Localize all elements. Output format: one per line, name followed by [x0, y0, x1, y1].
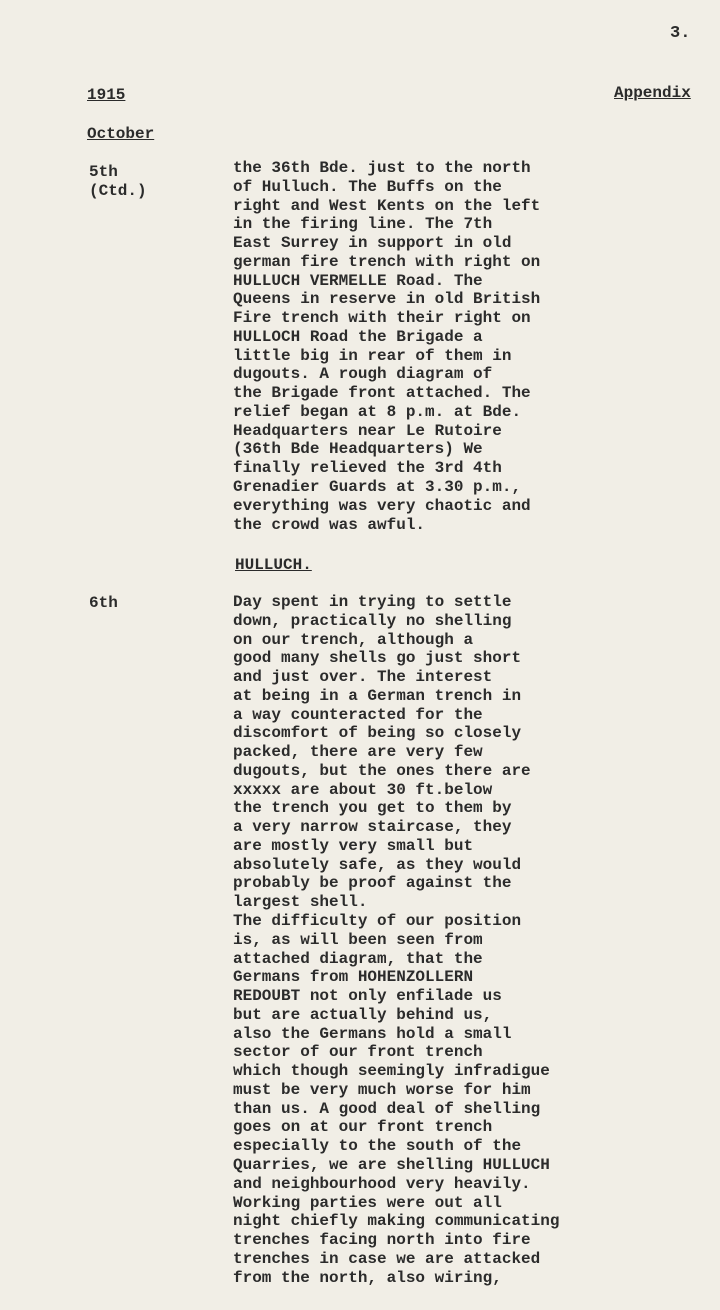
text-line: good many shells go just short [233, 649, 522, 668]
text-line: trenches facing north into fire [233, 1231, 531, 1250]
text-line: must be very much worse for him [233, 1080, 531, 1099]
text-line: especially to the south of the [233, 1137, 522, 1156]
entry-text [233, 593, 559, 1287]
text-line: dugouts. A rough diagram of [233, 365, 493, 384]
text-line: everything was very chaotic and [233, 496, 531, 515]
text-line: and neighbourhood very heavily. [233, 1174, 531, 1193]
year-heading: 1915 [87, 86, 126, 104]
text-line: and just over. The interest [233, 668, 493, 687]
text-line: Grenadier Guards at 3.30 p.m., [233, 478, 522, 497]
text-line: right and West Kents on the left [233, 196, 541, 215]
text-line: the 36th Bde. just to the north [233, 159, 531, 177]
text-line: night chiefly making communicating [233, 1212, 560, 1231]
text-line: Queens in reserve in old British [233, 290, 541, 309]
text-line: The difficulty of our position [233, 912, 522, 931]
page-number: 3. [670, 24, 691, 43]
text-line: than us. A good deal of shelling [233, 1099, 541, 1118]
text-line: in the firing line. The 7th [233, 215, 493, 234]
text-line: East Surrey in support in old [233, 234, 512, 253]
text-line: sector of our front trench [233, 1043, 483, 1062]
text-line: Headquarters near Le Rutoire [233, 421, 502, 440]
text-line: a very narrow staircase, they [233, 818, 512, 837]
text-line: REDOUBT not only enfilade us [233, 987, 502, 1006]
entry-date [89, 163, 147, 201]
text-line: Working parties were out all [233, 1193, 502, 1212]
text-line: dugouts, but the ones there are [233, 761, 531, 780]
text-line: also the Germans hold a small [233, 1024, 512, 1043]
text-line: relief began at 8 p.m. at Bde. [233, 402, 522, 421]
text-line: attached diagram, that the [233, 949, 483, 968]
text-line: HULLUCH VERMELLE Road. The [233, 271, 483, 290]
text-line: from the north, also wiring, [233, 1268, 502, 1287]
text-line: Fire trench with their right on [233, 309, 531, 328]
text-line: the trench you get to them by [233, 799, 512, 818]
date-line: 5th [89, 163, 118, 181]
text-line: trenches in case we are attacked [233, 1249, 541, 1268]
text-line: largest shell. [233, 893, 368, 912]
text-line: down, practically no shelling [233, 611, 512, 630]
text-line: Quarries, we are shelling HULLUCH [233, 1155, 550, 1174]
date-line: 6th [89, 594, 118, 612]
text-line: is, as will been seen from [233, 930, 483, 949]
text-line: packed, there are very few [233, 743, 483, 762]
text-line: but are actually behind us, [233, 1005, 493, 1024]
text-line: little big in rear of them in [233, 346, 512, 365]
text-line: the crowd was awful. [233, 515, 426, 534]
text-line: absolutely safe, as they would [233, 855, 522, 874]
entry-date [89, 594, 118, 613]
text-line: finally relieved the 3rd 4th [233, 459, 502, 478]
text-line: (36th Bde Headquarters) We [233, 440, 483, 459]
text-line: goes on at our front trench [233, 1118, 493, 1137]
appendix-heading: Appendix [614, 84, 691, 102]
entry-text [233, 159, 540, 534]
place-heading: HULLUCH. [235, 556, 312, 574]
text-line: xxxxx are about 30 ft.below [233, 780, 493, 799]
text-line: HULLOCH Road the Brigade a [233, 327, 483, 346]
text-line: Germans from HOHENZOLLERN [233, 968, 474, 987]
text-line: a way counteracted for the [233, 705, 483, 724]
text-line: on our trench, although a [233, 630, 474, 649]
text-line: at being in a German trench in [233, 686, 522, 705]
text-line: are mostly very small but [233, 836, 474, 855]
date-line: (Ctd.) [89, 182, 147, 200]
text-line: probably be proof against the [233, 874, 512, 893]
text-line: discomfort of being so closely [233, 724, 522, 743]
text-line: of Hulluch. The Buffs on the [233, 177, 502, 196]
month-heading: October [87, 125, 155, 143]
text-line: the Brigade front attached. The [233, 384, 531, 403]
text-line: which though seemingly infradigue [233, 1062, 550, 1081]
text-line: german fire trench with right on [233, 252, 541, 271]
text-line: Day spent in trying to settle [233, 593, 512, 611]
